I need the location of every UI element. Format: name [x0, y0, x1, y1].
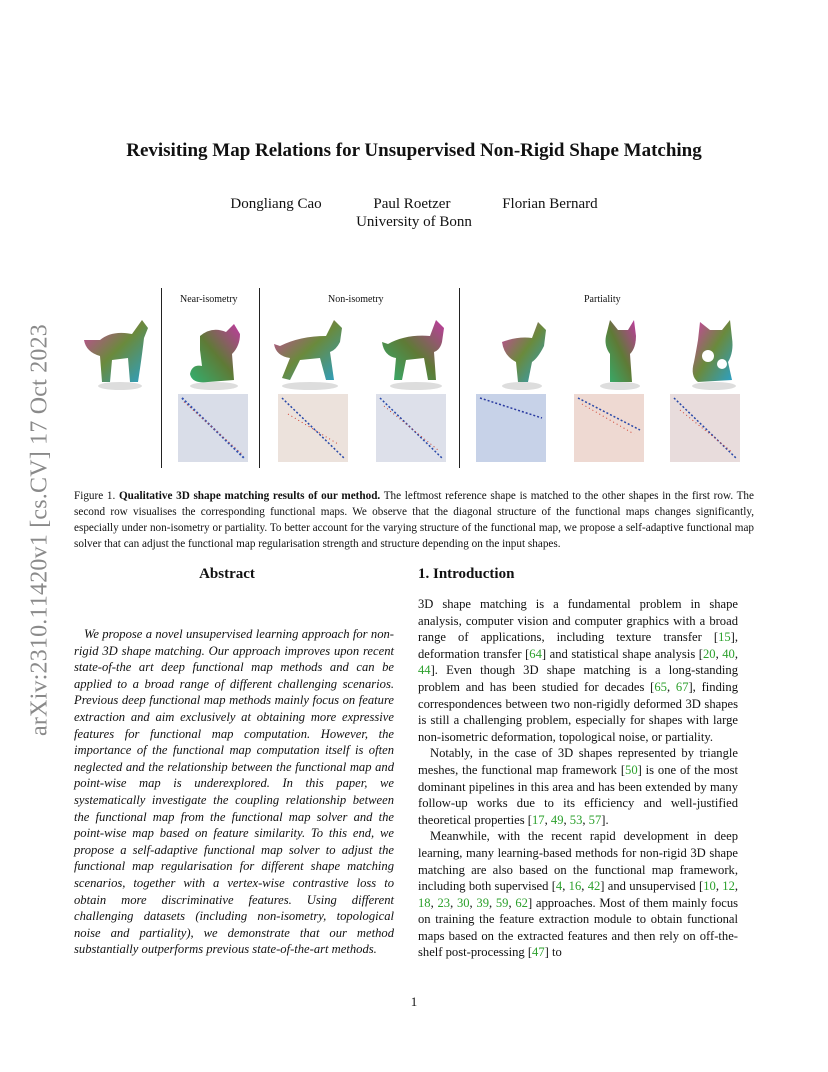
reference-cat-shape: [82, 306, 152, 392]
citation-link[interactable]: 65: [654, 679, 667, 694]
citation-link[interactable]: 49: [550, 812, 564, 827]
separator-line: [459, 288, 460, 468]
label-non-isometry: Non-isometry: [328, 294, 384, 305]
caption-bold: Qualitative 3D shape matching results of our method.: [118, 490, 381, 502]
paper-title: Revisiting Map Relations for Unsupervised Non-Rigid Shape Matching: [126, 140, 702, 161]
author-3: Florian Bernard: [502, 196, 598, 212]
functional-map-5: [574, 394, 644, 462]
intro-body: [418, 596, 738, 961]
caption-prefix: Figure 1.: [74, 490, 119, 502]
partial-cat-shape-3: [678, 306, 748, 392]
citation-link[interactable]: 23: [437, 895, 451, 910]
authors: [0, 196, 828, 213]
citation-link[interactable]: 64: [529, 646, 542, 661]
citation-link[interactable]: 59: [495, 895, 509, 910]
functional-map-6: [670, 394, 740, 462]
citation-link[interactable]: 67: [675, 679, 689, 694]
citation-link[interactable]: 47: [532, 945, 545, 960]
affiliation: University of Bonn: [356, 214, 472, 230]
citation-link[interactable]: 12: [722, 879, 735, 894]
arxiv-sidebar: [20, 290, 60, 770]
partial-cat-shape-2: [584, 306, 654, 392]
near-isometry-cat-shape: [178, 306, 248, 392]
page-number: 1: [410, 994, 418, 1009]
abstract-heading: Abstract: [199, 566, 255, 582]
intro-paragraph-2: Notably, in the case of 3D shapes represented by triangle meshes, the functional map framework [50] is one of the most dominant pipelines in this area and has been extended by many follow-up works due to its efficiency and well-justified theoretical properties [17, 49, 53, 57].: [418, 746, 739, 827]
citation-link[interactable]: 4: [555, 879, 563, 894]
citation-link[interactable]: 39: [476, 895, 489, 910]
citation-link[interactable]: 15: [718, 630, 731, 645]
intro-heading: 1. Introduction: [418, 566, 515, 582]
citation-link[interactable]: 10: [703, 879, 716, 894]
functional-map-1: [178, 394, 248, 462]
arxiv-id: arXiv:2310.11420v1 [cs.CV] 17 Oct 2023: [26, 324, 53, 736]
caption-text: The leftmost reference shape is matched to the other shapes in the first row. The second row visualises the corresponding functional maps. We observe that the diagonal structure of the functional maps changes significantly, especially under non-isometry or partiality. To better account for the varying structure of the functional map, we propose a self-adaptive functional map solver that can adjust the functional map regularisation strength and structure depending on the input shapes.: [74, 490, 754, 550]
citation-link[interactable]: 40: [722, 646, 735, 661]
citation-link[interactable]: 62: [515, 895, 528, 910]
figure-1: [74, 288, 754, 468]
citation-link[interactable]: 50: [625, 762, 638, 777]
abstract-body: [74, 626, 394, 958]
separator-line: [259, 288, 260, 468]
functional-map-2: [278, 394, 348, 462]
author-2: Paul Roetzer: [373, 196, 451, 212]
citation-link[interactable]: 18: [418, 895, 431, 910]
intro-paragraph-1: 3D shape matching is a fundamental problem in shape analysis, computer vision and computer graphics with a broad range of applications, including texture transfer [15], deformation transfer [64] and statistical shape analysis [20, 40, 44]. Even though 3D shape matching is a long-standing problem and has been studied for decades [65, 67], finding correspondences between two non-rigidly deformed 3D shapes is still a challenging problem, especially for shapes with large non-isometric deformation, topological noise, or partiality.: [418, 597, 738, 744]
citation-link[interactable]: 44: [418, 663, 431, 678]
citation-link[interactable]: 20: [702, 646, 716, 661]
abstract-text: We propose a novel unsupervised learning approach for non-rigid 3D shape matching. Our approach improves upon recent state-of-the art deep functional map methods and can be applied to a broad range of different challenging scenarios. Previous deep functional map methods mainly focus on feature extraction and aim exclusively at obtaining more expressive features for functional map computation. However, the importance of the functional map computation itself is often neglected and the relationship between the functional map and point-wise map is underexplored. In this paper, we systematically investigate the coupling relationship between the functional map from the functional map solver and the point-wise map based on feature similarity. To this end, we propose a self-adaptive functional map solver to adjust the functional map regularisation for different shape matching scenarios, together with a vertex-wise contrastive loss to obtain more discriminative features. Using different challenging datasets (including non-isometry, topological noise and partiality), we demonstrate that our method substantially outperforms previous state-of-the-art methods.: [74, 627, 394, 957]
functional-map-3: [376, 394, 446, 462]
citation-link[interactable]: 57: [588, 812, 602, 827]
intro-paragraph-3: Meanwhile, with the recent rapid development in deep learning, many learning-based methods for non-rigid 3D shape matching are also based on the functional map framework, including both supervised [4, 16, 42] and unsupervised [10, 12, 18, 23, 30, 39, 59, 62] approaches. Most of them mainly focus on training the feature extraction module to obtain functional maps based on the extracted features and then rely on off-the-shelf post-processing [47] to: [418, 829, 739, 960]
figure-caption: [74, 488, 754, 552]
author-1: Dongliang Cao: [230, 196, 322, 212]
separator-line: [161, 288, 162, 468]
citation-link[interactable]: 42: [587, 879, 601, 894]
citation-link[interactable]: 30: [456, 895, 470, 910]
non-isometry-dog-shape-1: [270, 306, 350, 392]
label-near-isometry: Near-isometry: [180, 294, 238, 305]
non-isometry-dog-shape-2: [376, 306, 452, 392]
partial-cat-shape-1: [488, 306, 558, 392]
citation-link[interactable]: 53: [569, 812, 583, 827]
citation-link[interactable]: 16: [568, 879, 582, 894]
citation-link[interactable]: 17: [532, 812, 545, 827]
functional-map-4: [476, 394, 546, 462]
label-partiality: Partiality: [584, 294, 621, 305]
